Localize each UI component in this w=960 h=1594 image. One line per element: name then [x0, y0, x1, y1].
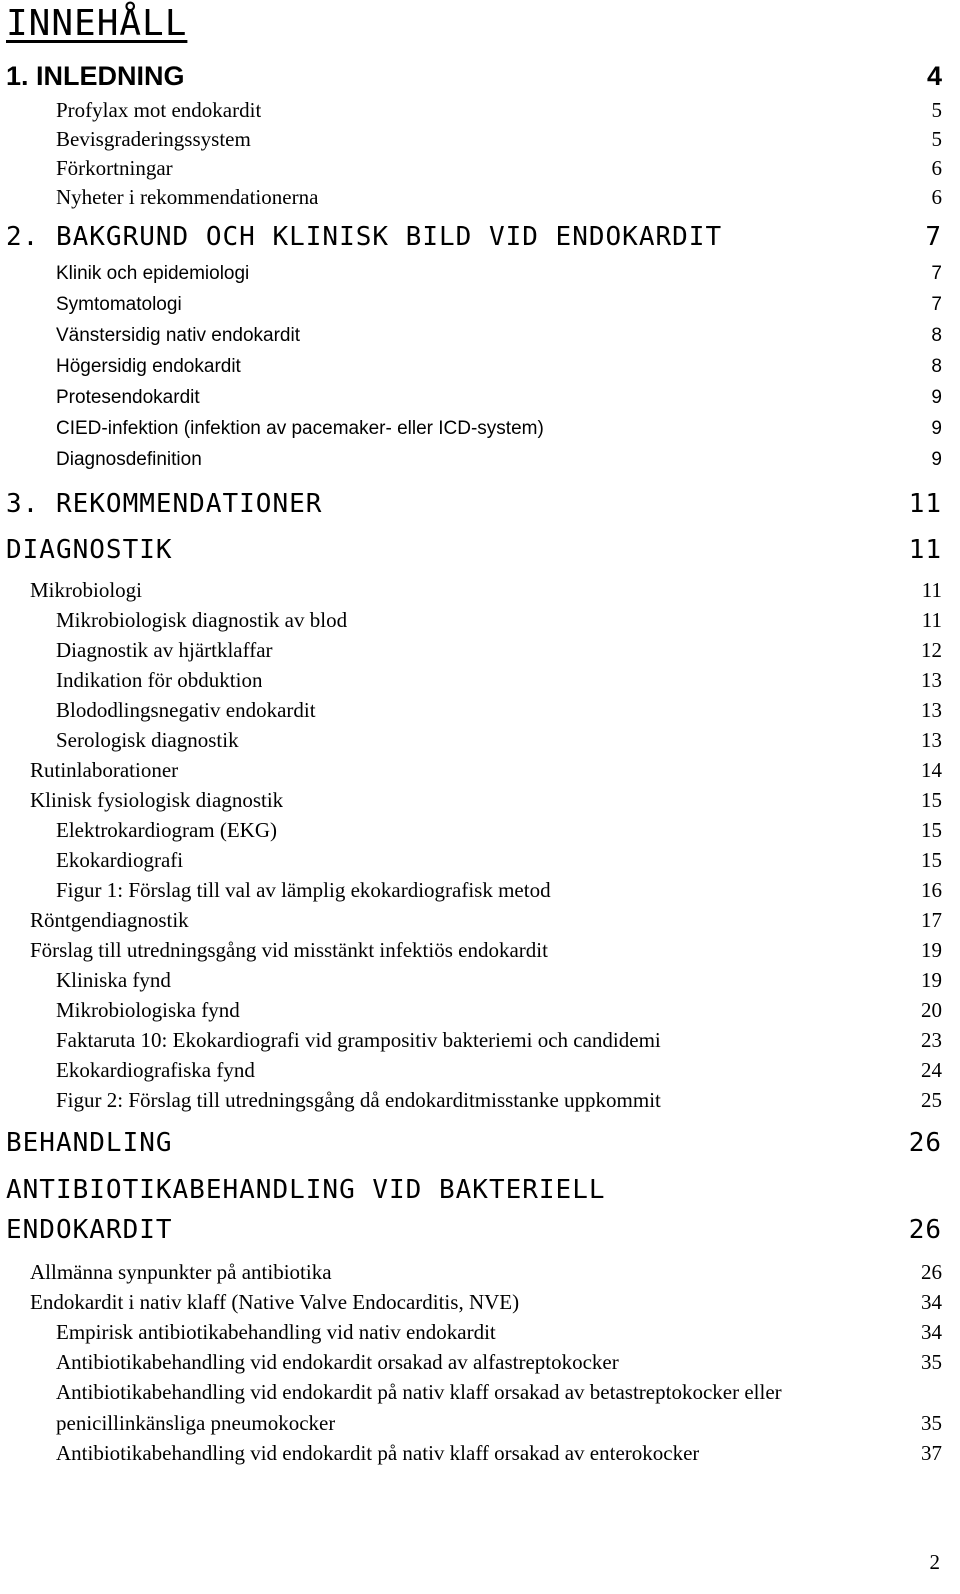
- toc-page-number: 7: [931, 263, 942, 284]
- toc-page-number: 34: [921, 1320, 942, 1344]
- toc-entry[interactable]: [6, 605, 942, 635]
- toc-entry[interactable]: [6, 845, 942, 875]
- toc-label: Empirisk antibiotikabehandling vid nativ endokardit: [56, 1320, 496, 1344]
- toc-label: Kliniska fynd: [56, 968, 171, 992]
- toc-heading-line: ANTIBIOTIKABEHANDLING VID BAKTERIELL: [6, 1175, 606, 1205]
- toc-entry[interactable]: [6, 1347, 942, 1377]
- toc-page-number: 17: [921, 908, 942, 932]
- toc-label: Klinisk fysiologisk diagnostik: [30, 788, 284, 812]
- toc-label: Serologisk diagnostik: [56, 728, 239, 752]
- toc-page-number: 19: [921, 968, 942, 992]
- toc-label: Mikrobiologisk diagnostik av blod: [56, 608, 348, 632]
- toc-label: Klinik och epidemiologi: [56, 263, 250, 284]
- page-title: INNEHÅLL: [6, 3, 188, 44]
- toc-entry[interactable]: [6, 575, 942, 605]
- toc-page-number: 6: [931, 156, 942, 180]
- toc-entry[interactable]: [6, 183, 942, 212]
- toc-entry-antibiotikabehandling[interactable]: [6, 1209, 942, 1251]
- toc-label: Allmänna synpunkter på antibiotika: [30, 1260, 332, 1284]
- toc-label: Figur 2: Förslag till utredningsgång då endokarditmisstanke uppkommit: [56, 1088, 661, 1112]
- toc-page-number: 25: [921, 1088, 942, 1112]
- toc-entry[interactable]: [6, 995, 942, 1025]
- toc-page-number: 9: [931, 449, 942, 470]
- toc-entry[interactable]: [6, 965, 942, 995]
- toc-entry[interactable]: [6, 413, 942, 444]
- toc-label: Endokardit i nativ klaff (Native Valve Endocarditis, NVE): [30, 1290, 520, 1314]
- toc-page-number: 9: [931, 387, 942, 408]
- toc-entry-behandling[interactable]: [6, 1119, 942, 1167]
- toc-page-number: 7: [925, 222, 942, 252]
- toc-label: Röntgendiagnostik: [30, 908, 189, 932]
- toc-page-number: 8: [931, 325, 942, 346]
- toc-entry[interactable]: [6, 665, 942, 695]
- toc-page-number: 4: [926, 61, 942, 91]
- toc-label: Antibiotikabehandling vid endokardit orsakad av alfastreptokocker: [56, 1350, 619, 1374]
- toc-label: DIAGNOSTIK: [6, 535, 173, 565]
- toc-entry[interactable]: [6, 905, 942, 935]
- toc-label: Indikation för obduktion: [56, 668, 263, 692]
- toc-page-number: 5: [931, 98, 942, 122]
- toc-entry[interactable]: [6, 1287, 942, 1317]
- toc-label: Ekokardiografi: [56, 848, 184, 872]
- toc-label: Blododlingsnegativ endokardit: [56, 698, 316, 722]
- toc-label: Ekokardiografiska fynd: [56, 1058, 255, 1082]
- toc-label: Diagnosdefinition: [56, 449, 202, 470]
- toc-entry[interactable]: [6, 96, 942, 125]
- toc-page-number: 9: [931, 418, 942, 439]
- toc-entry[interactable]: [6, 815, 942, 845]
- toc-label: Figur 1: Förslag till val av lämplig ekokardiografisk metod: [56, 878, 551, 902]
- toc-label: 3. REKOMMENDATIONER: [6, 489, 323, 519]
- toc-label: Protesendokardit: [56, 387, 200, 408]
- toc-page-number: 14: [921, 758, 942, 782]
- toc-entry[interactable]: [6, 635, 942, 665]
- toc-page-number: 37: [921, 1441, 942, 1465]
- toc-label: Faktaruta 10: Ekokardiografi vid grampositiv bakteriemi och candidemi: [56, 1028, 661, 1052]
- toc-page-number: 16: [921, 878, 942, 902]
- toc-entry[interactable]: [6, 258, 942, 289]
- toc-page-number: 11: [921, 608, 942, 632]
- toc-entry[interactable]: [6, 755, 942, 785]
- toc-page-number: 26: [921, 1260, 942, 1284]
- toc-entry[interactable]: [6, 1085, 942, 1115]
- toc-label: CIED-infektion (infektion av pacemaker- eller ICD-system): [56, 418, 544, 439]
- toc-entry[interactable]: [6, 1257, 942, 1287]
- toc-entry[interactable]: [6, 935, 942, 965]
- toc-page-number: 8: [931, 356, 942, 377]
- toc-page-number: 15: [921, 788, 942, 812]
- toc-label: Elektrokardiogram (EKG): [56, 818, 278, 842]
- toc-label: 1. INLEDNING: [6, 61, 185, 91]
- toc-page-number: 11: [908, 489, 942, 519]
- toc-label: penicillinkänsliga pneumokocker: [56, 1411, 336, 1435]
- toc-label: Mikrobiologi: [30, 578, 143, 602]
- toc-label: Högersidig endokardit: [56, 356, 241, 377]
- toc-page-number: 7: [931, 294, 942, 315]
- toc-entry[interactable]: [6, 289, 942, 320]
- toc-entry[interactable]: [6, 1055, 942, 1085]
- toc-entry[interactable]: [6, 444, 942, 475]
- toc-label: Mikrobiologiska fynd: [56, 998, 240, 1022]
- toc-label: Bevisgraderingssystem: [56, 127, 251, 151]
- toc-page-number: 26: [908, 1215, 942, 1245]
- toc-entry-inledning[interactable]: [6, 56, 942, 96]
- toc-label: BEHANDLING: [6, 1128, 173, 1158]
- toc-page-number: 6: [931, 185, 942, 209]
- toc-entry[interactable]: [6, 382, 942, 413]
- toc-entry[interactable]: [6, 1438, 942, 1468]
- toc-entry[interactable]: [6, 875, 942, 905]
- toc-label: Antibiotikabehandling vid endokardit på nativ klaff orsakad av enterokocker: [56, 1441, 700, 1465]
- toc-page-number: 13: [921, 668, 942, 692]
- toc-page-number: 11: [921, 578, 942, 602]
- toc-entry[interactable]: [6, 154, 942, 183]
- toc-entry[interactable]: [6, 695, 942, 725]
- toc-page-number: 15: [921, 848, 942, 872]
- toc-label: ENDOKARDIT: [6, 1215, 173, 1245]
- page-number: 2: [929, 1550, 940, 1574]
- toc-label: Rutinlaborationer: [30, 758, 179, 782]
- toc-label: Förslag till utredningsgång vid misstänkt infektiös endokardit: [30, 938, 548, 962]
- toc-label: Symtomatologi: [56, 294, 182, 315]
- toc-page-number: 15: [921, 818, 942, 842]
- toc-page-number: 35: [921, 1350, 942, 1374]
- toc-page-number: 35: [921, 1411, 942, 1435]
- toc-entry[interactable]: [6, 320, 942, 351]
- toc-page-number: 20: [921, 998, 942, 1022]
- toc-entry-bakgrund[interactable]: [6, 216, 942, 258]
- toc-page-number: 11: [908, 535, 942, 565]
- toc-page-number: 12: [921, 638, 942, 662]
- toc-label: Vänstersidig nativ endokardit: [56, 325, 300, 346]
- toc-page-number: 24: [921, 1058, 942, 1082]
- toc-page-number: 26: [908, 1128, 942, 1158]
- toc-entry-wrap-line[interactable]: Antibiotikabehandling vid endokardit på nativ klaff orsakad av betastreptokocker eller: [56, 1380, 782, 1404]
- toc-label: Nyheter i rekommendationerna: [56, 185, 319, 209]
- toc-label: 2. BAKGRUND OCH KLINISK BILD VID ENDOKARDIT: [6, 222, 723, 252]
- toc-entry[interactable]: [6, 1408, 942, 1438]
- toc-page: [6, 0, 942, 1468]
- toc-entry[interactable]: [6, 1025, 942, 1055]
- toc-page-number: 5: [931, 127, 942, 151]
- toc-label: Profylax mot endokardit: [56, 98, 262, 122]
- toc-entry[interactable]: [6, 725, 942, 755]
- toc-page-number: 13: [921, 698, 942, 722]
- toc-entry-diagnostik[interactable]: [6, 529, 942, 571]
- toc-entry[interactable]: [6, 125, 942, 154]
- toc-label: Diagnostik av hjärtklaffar: [56, 638, 273, 662]
- toc-entry[interactable]: [6, 785, 942, 815]
- toc-page-number: 23: [921, 1028, 942, 1052]
- toc-label: Förkortningar: [56, 156, 173, 180]
- toc-entry-rekommendationer[interactable]: [6, 483, 942, 525]
- toc-page-number: 13: [921, 728, 942, 752]
- toc-entry[interactable]: [6, 351, 942, 382]
- toc-entry[interactable]: [6, 1317, 942, 1347]
- toc-page-number: 34: [921, 1290, 942, 1314]
- toc-page-number: 19: [921, 938, 942, 962]
